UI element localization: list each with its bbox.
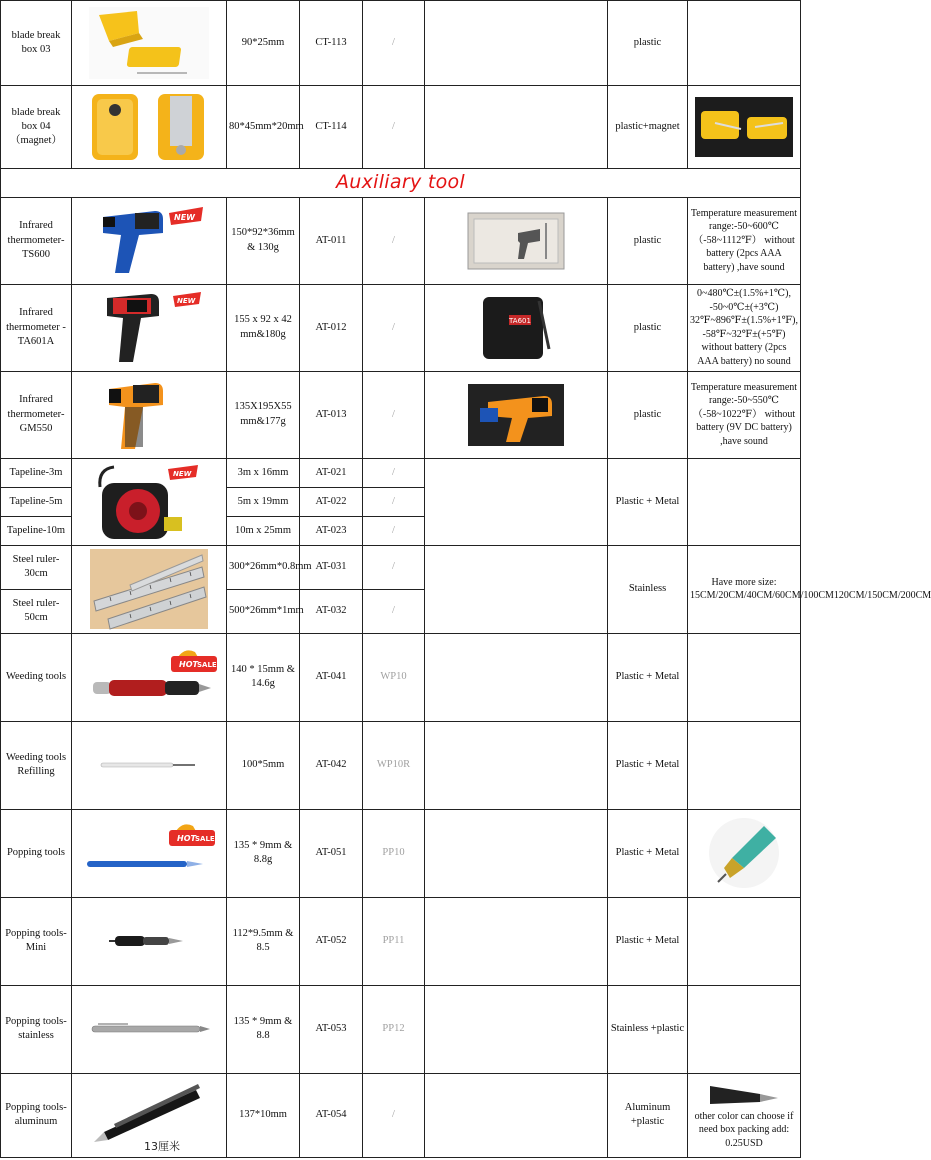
product-image-cell xyxy=(72,86,227,169)
product-image-cell xyxy=(72,1073,227,1157)
product-note: 0~480℃±(1.5%+1℃), -50~0℃±(+3℃) 32℉~896℉±(1.5%+1℉), -58℉~32℉±(+5℉) without battery (2pcs AAA battery) no sound xyxy=(688,284,801,371)
product-size: 100*5mm xyxy=(227,721,300,809)
reference-code: / xyxy=(363,487,425,516)
product-material: Stainless +plastic xyxy=(608,985,688,1073)
reference-code: WP10 xyxy=(363,633,425,721)
package-image-cell xyxy=(425,1073,608,1157)
reference-code: / xyxy=(363,516,425,545)
reference-code: PP11 xyxy=(363,897,425,985)
product-note xyxy=(688,458,801,545)
package-image-cell xyxy=(425,985,608,1073)
product-name: Popping tools-aluminum xyxy=(1,1073,72,1157)
product-size: 135 * 9mm & 8.8g xyxy=(227,809,300,897)
product-material: Plastic + Metal xyxy=(608,897,688,985)
product-size: 155 x 92 x 42 mm&180g xyxy=(227,284,300,371)
hot-badge: HOT xyxy=(177,834,196,844)
weeding-refill-image xyxy=(89,745,209,785)
product-size: 300*26mm*0.8mm xyxy=(227,545,300,589)
product-note: Temperature measurement range:-50~550℃（-58~1022℉） without battery (9V DC battery) ,have sound xyxy=(688,371,801,458)
product-name: Infrared thermometer -TA601A xyxy=(1,284,72,371)
product-size: 137*10mm xyxy=(227,1073,300,1157)
popping-stainless-image xyxy=(84,1009,214,1049)
product-size: 10m x 25mm xyxy=(227,516,300,545)
product-code: AT-042 xyxy=(300,721,363,809)
detail-image-cell xyxy=(688,809,801,897)
reference-code: / xyxy=(363,589,425,633)
steel-ruler-image xyxy=(90,549,208,629)
product-code: AT-021 xyxy=(300,458,363,487)
product-image-cell xyxy=(72,284,227,371)
package-image-cell xyxy=(425,1,608,86)
product-code: AT-052 xyxy=(300,897,363,985)
package-image-cell xyxy=(425,809,608,897)
product-image-cell xyxy=(72,197,227,284)
product-size: 500*26mm*1mm xyxy=(227,589,300,633)
product-row xyxy=(1,86,801,169)
thermometer-ts600-image xyxy=(89,203,209,279)
product-material: Stainless xyxy=(608,545,688,633)
product-code: AT-012 xyxy=(300,284,363,371)
product-row xyxy=(1,721,801,809)
package-image-cell xyxy=(425,721,608,809)
product-note xyxy=(688,897,801,985)
package-image-cell xyxy=(425,633,608,721)
tapeline-image xyxy=(84,461,214,543)
product-note xyxy=(688,1,801,86)
product-material: Plastic + Metal xyxy=(608,633,688,721)
product-size: 112*9.5mm & 8.5 xyxy=(227,897,300,985)
reference-code: PP10 xyxy=(363,809,425,897)
product-code: CT-113 xyxy=(300,1,363,86)
product-material: plastic xyxy=(608,371,688,458)
reference-code: / xyxy=(363,1,425,86)
reference-code: / xyxy=(363,86,425,169)
product-note xyxy=(688,721,801,809)
reference-code: WP10R xyxy=(363,721,425,809)
product-name: blade break box 04（magnet） xyxy=(1,86,72,169)
popping-aluminum-image xyxy=(84,1076,214,1154)
hot-badge: HOT xyxy=(179,660,198,670)
product-code: AT-011 xyxy=(300,197,363,284)
product-note-cell xyxy=(688,1073,801,1157)
weeding-tool-image xyxy=(79,642,219,712)
product-image-cell xyxy=(72,1,227,86)
product-note: Have more size: 15CM/20CM/40CM/60CM/100CM120CM/150CM/200CM xyxy=(688,545,801,633)
reference-code: / xyxy=(363,284,425,371)
product-row xyxy=(1,809,801,897)
product-image-cell xyxy=(72,545,227,633)
image-caption: 13厘米 xyxy=(144,1140,180,1154)
product-name: blade break box 03 xyxy=(1,1,72,86)
product-image-cell xyxy=(72,458,227,545)
product-size: 80*45mm*20mm xyxy=(227,86,300,169)
product-name: Steel ruler-50cm xyxy=(1,589,72,633)
reference-code: PP12 xyxy=(363,985,425,1073)
product-code: AT-013 xyxy=(300,371,363,458)
popping-tool-image xyxy=(79,818,219,888)
new-badge: NEW xyxy=(177,296,196,305)
product-code: AT-054 xyxy=(300,1073,363,1157)
product-material: plastic xyxy=(608,197,688,284)
reference-code: / xyxy=(363,458,425,487)
reference-code: / xyxy=(363,545,425,589)
popping-tip-closeup xyxy=(704,816,784,890)
product-name: Infrared thermometer-GM550 xyxy=(1,371,72,458)
product-material: plastic+magnet xyxy=(608,86,688,169)
product-name: Weeding tools xyxy=(1,633,72,721)
product-size: 135 * 9mm & 8.8 xyxy=(227,985,300,1073)
product-name: Tapeline-10m xyxy=(1,516,72,545)
product-size: 5m x 19mm xyxy=(227,487,300,516)
case-label: TA601 xyxy=(509,316,531,325)
product-code: AT-022 xyxy=(300,487,363,516)
thermometer-gm550-image xyxy=(89,377,209,453)
ta601a-pouch-image xyxy=(479,293,553,363)
product-code: AT-053 xyxy=(300,985,363,1073)
package-image-cell xyxy=(425,371,608,458)
product-name: Tapeline-5m xyxy=(1,487,72,516)
product-name: Steel ruler-30cm xyxy=(1,545,72,589)
reference-code: / xyxy=(363,371,425,458)
package-image-cell xyxy=(425,545,608,633)
product-code: AT-031 xyxy=(300,545,363,589)
package-image-cell xyxy=(425,86,608,169)
reference-code: / xyxy=(363,197,425,284)
product-row xyxy=(1,633,801,721)
package-image-cell xyxy=(425,197,608,284)
product-size: 150*92*36mm & 130g xyxy=(227,197,300,284)
package-image-cell xyxy=(425,458,608,545)
box-in-use-photo xyxy=(695,97,793,157)
product-name: Tapeline-3m xyxy=(1,458,72,487)
product-row xyxy=(1,1073,801,1157)
product-name: Popping tools xyxy=(1,809,72,897)
reference-code: / xyxy=(363,1073,425,1157)
product-image-cell xyxy=(72,721,227,809)
product-code: CT-114 xyxy=(300,86,363,169)
product-note xyxy=(688,985,801,1073)
product-note xyxy=(688,633,801,721)
product-row xyxy=(1,284,801,371)
product-material: Plastic + Metal xyxy=(608,458,688,545)
product-name: Infrared thermometer-TS600 xyxy=(1,197,72,284)
sale-badge: SALE xyxy=(195,835,215,844)
product-name: Popping tools-Mini xyxy=(1,897,72,985)
popping-mini-image xyxy=(89,921,209,961)
product-code: AT-032 xyxy=(300,589,363,633)
product-row xyxy=(1,458,801,487)
blade-break-box-image xyxy=(89,7,209,79)
product-row xyxy=(1,1,801,86)
product-image-cell xyxy=(72,371,227,458)
product-image-cell xyxy=(72,985,227,1073)
product-material: Plastic + Metal xyxy=(608,721,688,809)
product-row xyxy=(1,371,801,458)
product-size: 135X195X55 mm&177g xyxy=(227,371,300,458)
product-row xyxy=(1,545,801,589)
ts600-box-image xyxy=(466,209,566,273)
product-name: Weeding tools Refilling xyxy=(1,721,72,809)
product-code: AT-023 xyxy=(300,516,363,545)
product-size: 3m x 16mm xyxy=(227,458,300,487)
detail-image-cell xyxy=(688,86,801,169)
product-code: AT-051 xyxy=(300,809,363,897)
product-row xyxy=(1,197,801,284)
magnet-blade-box-image xyxy=(84,90,214,164)
product-material: plastic xyxy=(608,1,688,86)
package-image-cell xyxy=(425,897,608,985)
product-name: Popping tools-stainless xyxy=(1,985,72,1073)
product-material: Plastic + Metal xyxy=(608,809,688,897)
product-material: Aluminum +plastic xyxy=(608,1073,688,1157)
product-material: plastic xyxy=(608,284,688,371)
product-row xyxy=(1,985,801,1073)
aluminum-tip-closeup xyxy=(704,1080,784,1110)
product-note: other color can choose if need box packing add: 0.25USD xyxy=(694,1110,794,1149)
gm550-box-image xyxy=(466,382,566,448)
package-image-cell xyxy=(425,284,608,371)
section-header-row xyxy=(1,169,801,198)
new-badge: NEW xyxy=(173,469,192,478)
product-note: Temperature measurement range:-50~600℃（-58~1112℉） without battery (2pcs AAA battery) ,have sound xyxy=(688,197,801,284)
new-badge: NEW xyxy=(174,212,195,222)
product-image-cell xyxy=(72,897,227,985)
sale-badge: SALE xyxy=(197,661,217,670)
section-title: Auxiliary tool xyxy=(335,171,466,193)
product-row xyxy=(1,897,801,985)
product-image-cell xyxy=(72,809,227,897)
product-code: AT-041 xyxy=(300,633,363,721)
thermometer-ta601a-image xyxy=(89,288,209,368)
section-header-cell xyxy=(1,169,801,198)
product-size: 140 * 15mm & 14.6g xyxy=(227,633,300,721)
product-size: 90*25mm xyxy=(227,1,300,86)
product-image-cell xyxy=(72,633,227,721)
